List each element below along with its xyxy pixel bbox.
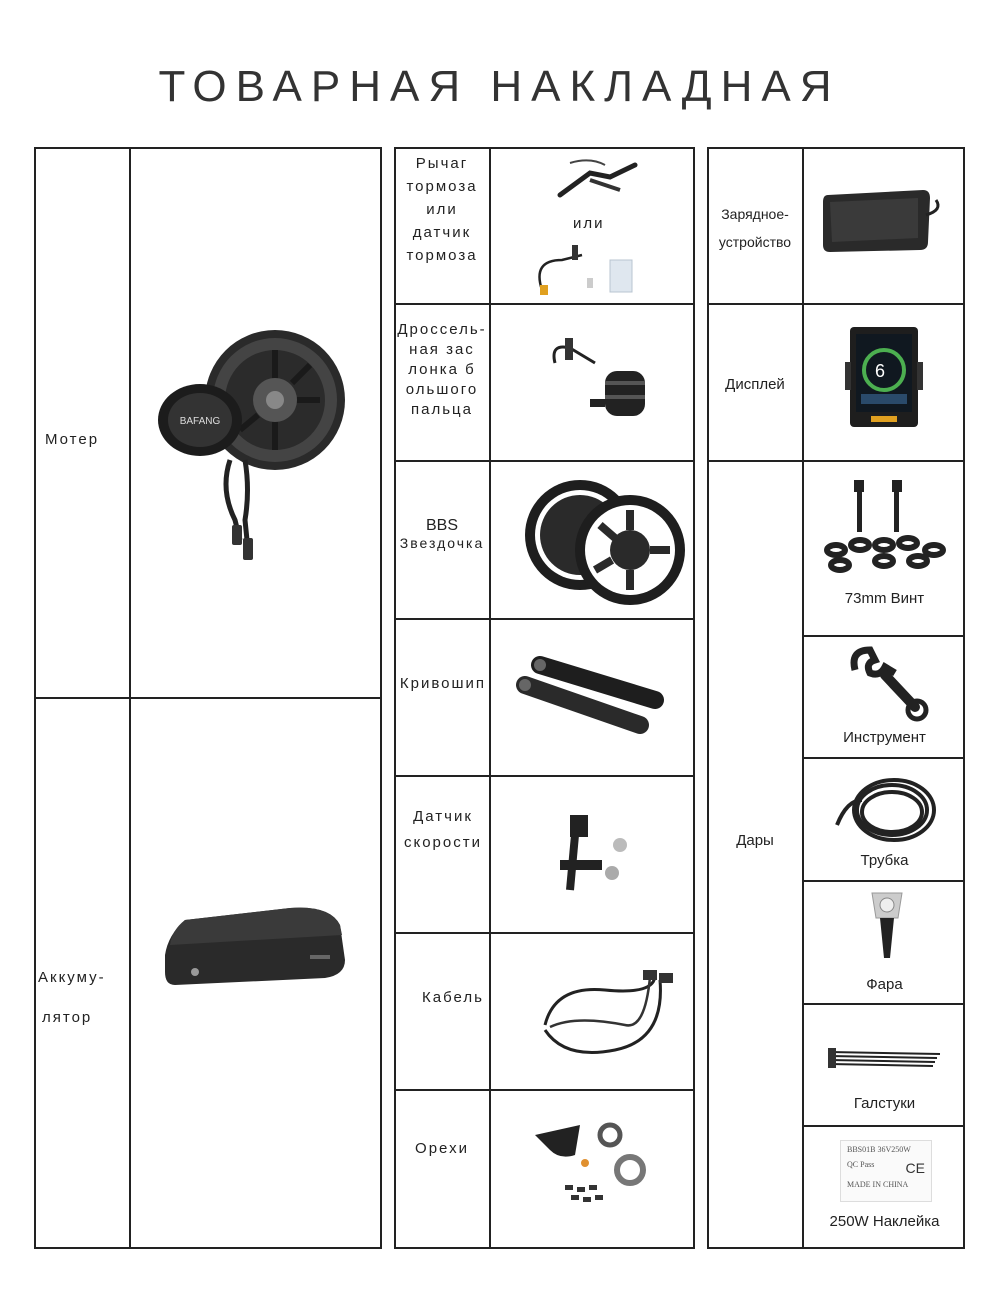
chainring-label-line2: Звездочка — [399, 535, 485, 551]
crank-arm-image — [510, 650, 670, 740]
brake-lever-image — [550, 155, 640, 205]
throttle-image — [545, 333, 655, 433]
nuts-image — [525, 1115, 665, 1215]
display-image — [845, 322, 925, 432]
screws-image — [822, 475, 952, 575]
brake-or: или — [573, 215, 605, 232]
gifts-label: Дары — [736, 832, 774, 849]
charger-image — [818, 180, 948, 260]
screw-caption: 73mm Винт — [844, 590, 925, 607]
ties-caption: Галстуки — [853, 1095, 916, 1112]
battery-label-line1: Аккуму- — [38, 969, 106, 986]
headlight-image — [862, 888, 912, 968]
display-speed: 6 — [874, 361, 886, 381]
speed-sensor-image — [540, 805, 640, 905]
display-label: Дисплей — [725, 376, 785, 393]
page-title: ТОВАРНАЯ НАКЛАДНАЯ — [158, 62, 841, 111]
tool-image — [845, 645, 935, 725]
speed-sensor-label: Датчик скорости — [403, 808, 482, 851]
motor-brand: BAFANG — [179, 416, 221, 427]
tube-image — [832, 770, 942, 850]
battery-image — [160, 900, 350, 990]
sticker-image — [840, 1140, 932, 1202]
charger-label: Зарядное- устройство — [718, 206, 792, 250]
brake-label: Рычаг тормоза или датчик тормоза — [406, 155, 478, 264]
motor-image — [150, 320, 360, 570]
chainring-image — [520, 470, 690, 610]
crank-label: Кривошип — [399, 675, 487, 692]
ce-mark-icon: CE — [905, 1160, 925, 1176]
sticker-caption: 250W Наклейка — [829, 1213, 940, 1230]
cable-image — [535, 965, 685, 1065]
brake-sensor-image — [532, 240, 652, 300]
cable-label: Кабель — [422, 989, 484, 1006]
battery-label-line2: лятор — [42, 1009, 93, 1026]
tube-caption: Трубка — [860, 852, 909, 869]
throttle-label: Дроссель- ная зас лонка б ольшого пальца — [397, 321, 487, 418]
sticker-model: BBS01B 36V250W — [847, 1145, 911, 1154]
tool-caption: Инструмент — [843, 729, 926, 746]
sticker-origin: MADE IN CHINA — [847, 1180, 909, 1189]
motor-label: Мотер — [45, 431, 100, 448]
sticker-qc: QC Pass — [847, 1160, 875, 1169]
ties-image — [825, 1040, 945, 1080]
chainring-label-line1: BBS — [425, 517, 458, 534]
light-caption: Фара — [866, 976, 903, 993]
nuts-label: Орехи — [415, 1140, 469, 1157]
